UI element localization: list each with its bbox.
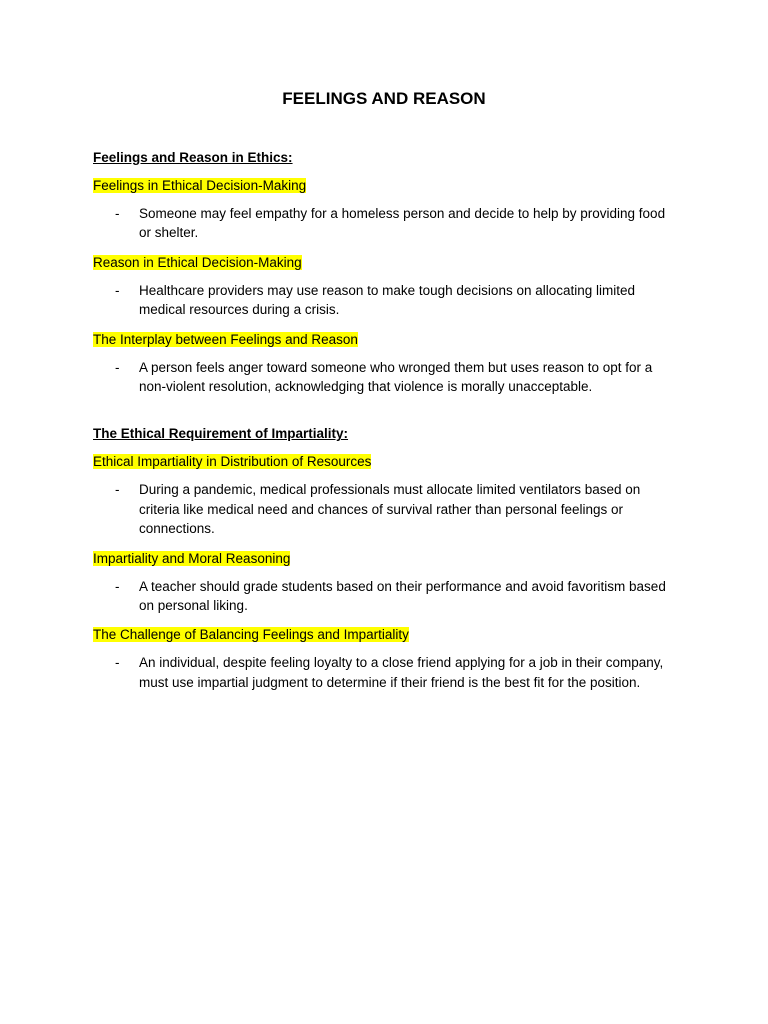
section-heading: Feelings and Reason in Ethics: [93, 150, 293, 165]
highlighted-text: Impartiality and Moral Reasoning [93, 550, 291, 566]
document-title: FEELINGS AND REASON [282, 89, 486, 108]
section-impartiality [93, 424, 678, 692]
bullet-item [93, 358, 678, 397]
subheading [93, 625, 678, 644]
bullet-dash: - [115, 482, 120, 498]
bullet-dash: - [115, 282, 120, 298]
bullet-dash: - [115, 578, 120, 594]
bullet-text: A teacher should grade students based on their performance and avoid favoritism based on personal liking. [139, 578, 666, 614]
section-feelings-and-reason [93, 148, 678, 396]
subheading [93, 176, 678, 195]
bullet-item [93, 577, 678, 616]
bullet-text: Someone may feel empathy for a homeless person and decide to help by providing food or shelter. [139, 206, 666, 241]
bullet-text: A person feels anger toward someone who wronged them but uses reason to opt for a non-violent resolution, acknowledging that violence is morally unacceptable. [139, 359, 653, 395]
subheading [93, 452, 678, 471]
bullet-item [93, 653, 678, 692]
section-heading: The Ethical Requirement of Impartiality: [93, 426, 349, 442]
bullet-item [93, 480, 678, 538]
highlighted-text: Reason in Ethical Decision-Making [93, 254, 302, 270]
bullet-dash: - [115, 206, 120, 221]
bullet-text: Healthcare providers may use reason to make tough decisions on allocating limited medical resources during a crisis. [139, 282, 636, 318]
highlighted-text: The Interplay between Feelings and Reason [93, 331, 358, 347]
subheading [93, 549, 678, 568]
bullet-dash: - [115, 655, 120, 671]
subheading [93, 330, 678, 349]
highlighted-text: The Challenge of Balancing Feelings and Impartiality [93, 627, 409, 643]
bullet-text: During a pandemic, medical professionals must allocate limited ventilators based on criteria like medical need and chances of survival rather than personal feelings or connections. [139, 482, 641, 537]
bullet-item [93, 281, 678, 320]
subheading [93, 253, 678, 272]
highlighted-text: Ethical Impartiality in Distribution of Resources [93, 454, 372, 470]
highlighted-text: Feelings in Ethical Decision-Making [93, 178, 307, 193]
bullet-text: An individual, despite feeling loyalty to a close friend applying for a job in their company, must use impartial judgment to determine if their friend is the best fit for the position. [139, 655, 664, 690]
bullet-dash: - [115, 359, 120, 375]
bullet-item [93, 204, 678, 243]
